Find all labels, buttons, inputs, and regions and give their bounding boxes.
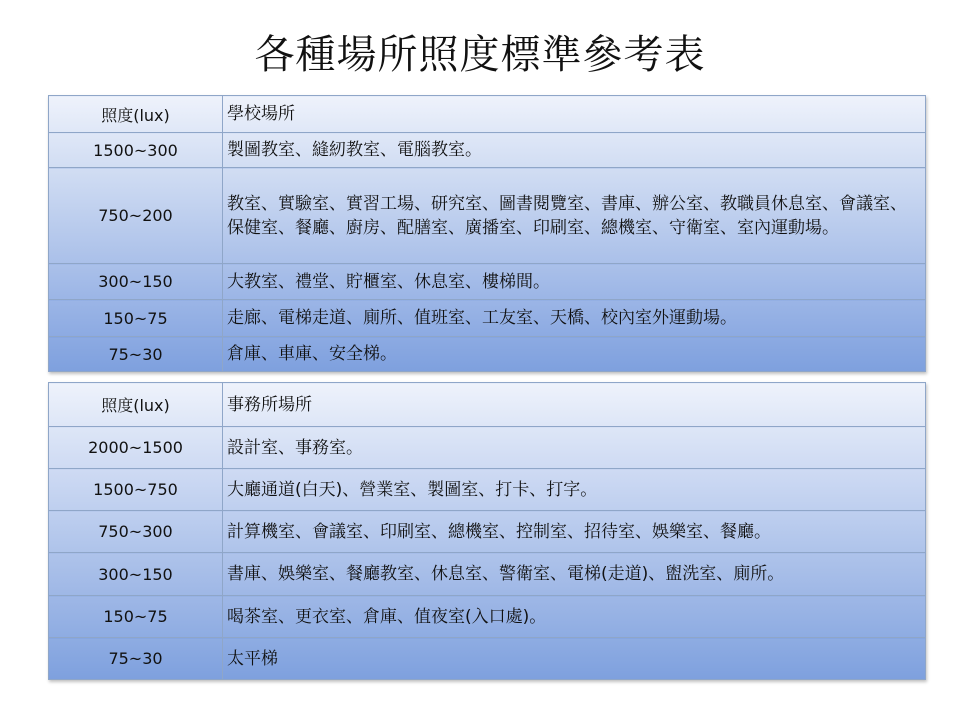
table-row bbox=[49, 511, 926, 553]
table-header-row bbox=[49, 96, 926, 133]
lux-cell: 150~75 bbox=[49, 300, 223, 337]
place-cell: 製圖教室、縫紉教室、電腦教室。 bbox=[223, 133, 926, 168]
place-cell: 太平梯 bbox=[223, 638, 926, 680]
table-row bbox=[49, 469, 926, 511]
table-row bbox=[49, 133, 926, 168]
lux-cell: 1500~300 bbox=[49, 133, 223, 168]
place-cell: 大廳通道(白天)、營業室、製圖室、打卡、打字。 bbox=[223, 469, 926, 511]
table-row bbox=[49, 264, 926, 300]
lux-cell: 75~30 bbox=[49, 638, 223, 680]
lux-cell: 750~200 bbox=[49, 168, 223, 264]
table-header-row bbox=[49, 383, 926, 427]
lux-cell: 2000~1500 bbox=[49, 427, 223, 469]
office-illuminance-table bbox=[48, 382, 926, 680]
lux-cell: 150~75 bbox=[49, 596, 223, 638]
place-cell: 計算機室、會議室、印刷室、總機室、控制室、招待室、娛樂室、餐廳。 bbox=[223, 511, 926, 553]
place-cell: 大教室、禮堂、貯櫃室、休息室、樓梯間。 bbox=[223, 264, 926, 300]
lux-cell: 750~300 bbox=[49, 511, 223, 553]
place-cell: 喝茶室、更衣室、倉庫、值夜室(入口處)。 bbox=[223, 596, 926, 638]
header-lux-cell: 照度(lux) bbox=[49, 383, 223, 427]
lux-cell: 300~150 bbox=[49, 553, 223, 596]
place-cell: 走廊、電梯走道、廁所、值班室、工友室、天橋、校內室外運動場。 bbox=[223, 300, 926, 337]
table-row bbox=[49, 337, 926, 372]
table-row bbox=[49, 638, 926, 680]
header-lux-cell: 照度(lux) bbox=[49, 96, 223, 133]
lux-cell: 300~150 bbox=[49, 264, 223, 300]
table-row bbox=[49, 596, 926, 638]
school-illuminance-table bbox=[48, 95, 926, 372]
table-row bbox=[49, 553, 926, 596]
lux-cell: 75~30 bbox=[49, 337, 223, 372]
table-row bbox=[49, 300, 926, 337]
place-cell: 設計室、事務室。 bbox=[223, 427, 926, 469]
place-cell: 教室、實驗室、實習工場、研究室、圖書閱覽室、書庫、辦公室、教職員休息室、會議室、保健室、餐廳、廚房、配膳室、廣播室、印刷室、總機室、守衛室、室內運動場。 bbox=[223, 168, 926, 264]
place-cell: 倉庫、車庫、安全梯。 bbox=[223, 337, 926, 372]
header-place-cell: 學校場所 bbox=[223, 96, 926, 133]
table-row bbox=[49, 168, 926, 264]
table-row bbox=[49, 427, 926, 469]
place-cell: 書庫、娛樂室、餐廳教室、休息室、警衛室、電梯(走道)、盥洗室、廁所。 bbox=[223, 553, 926, 596]
lux-cell: 1500~750 bbox=[49, 469, 223, 511]
header-place-cell: 事務所場所 bbox=[223, 383, 926, 427]
page-title: 各種場所照度標準參考表 bbox=[254, 32, 706, 78]
